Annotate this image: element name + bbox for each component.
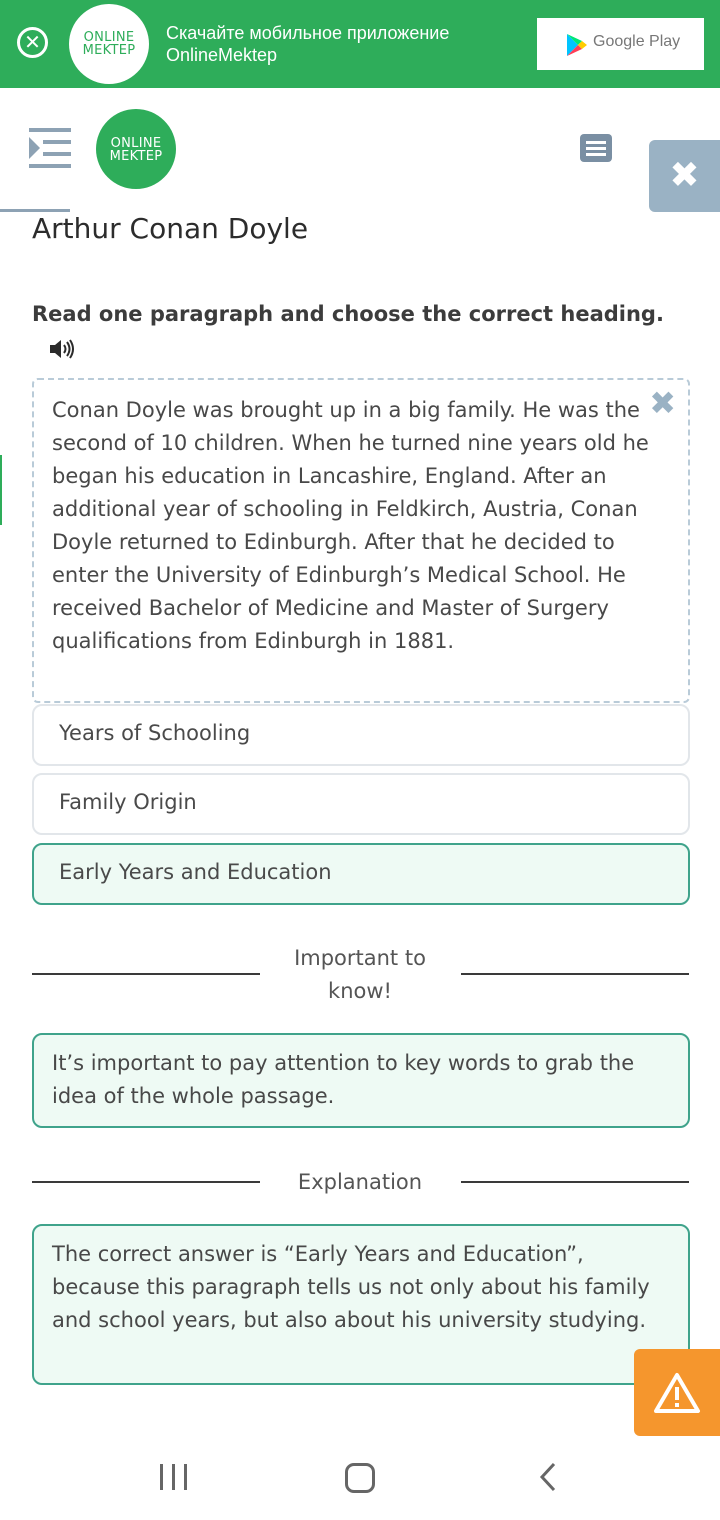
option-label: Years of Schooling	[59, 721, 251, 745]
option-family-origin[interactable]	[32, 773, 690, 835]
close-icon[interactable]: ✖	[649, 384, 676, 422]
onlinemektep-logo: ONLINE MEKTEP	[69, 4, 149, 84]
close-circle-icon[interactable]: ✕	[17, 27, 48, 58]
report-error-button[interactable]	[634, 1349, 720, 1436]
explanation-text: The correct answer is “Early Years and Education”, because this paragraph tells us not only about his family and school years, but also about his university studying.	[52, 1242, 650, 1332]
divider	[32, 973, 260, 975]
google-play-button[interactable]	[537, 18, 704, 70]
warning-icon	[634, 1349, 720, 1436]
side-tab-indicator	[0, 455, 2, 525]
option-years-of-schooling[interactable]	[32, 704, 690, 766]
back-icon[interactable]	[538, 1462, 558, 1492]
home-icon[interactable]	[345, 1463, 375, 1493]
option-label: Family Origin	[59, 790, 197, 814]
option-early-years-and-education[interactable]	[32, 843, 690, 905]
page-title: Arthur Conan Doyle	[32, 212, 309, 245]
google-play-icon	[567, 34, 587, 56]
speaker-icon[interactable]	[50, 339, 76, 359]
divider	[461, 1181, 689, 1183]
important-note-box	[32, 1033, 690, 1128]
important-note-text: It’s important to pay attention to key words to grab the idea of the whole passage.	[52, 1051, 635, 1108]
system-navigation-bar	[0, 1436, 720, 1520]
banner-text-line2: OnlineMektep	[166, 45, 278, 65]
menu-indent-icon[interactable]	[29, 128, 71, 168]
paragraph-text: Conan Doyle was brought up in a big family. He was the second of 10 children. When he turned nine years old he began his education in Lancashire, England. After an additional year of schooling in Feldkirch, Austria, Conan Doyle returned to Edinburgh. After that he decided to enter the University of Edinburgh’s Medical School. He received Bachelor of Medicine and Master of Surgery qualifications from Edinburgh in 1881.	[52, 398, 649, 653]
divider	[461, 973, 689, 975]
banner-text	[166, 22, 449, 66]
header-logo[interactable]: ONLINE MEKTEP	[96, 109, 176, 189]
task-instruction: Read one paragraph and choose the correct heading.	[32, 302, 664, 326]
paragraph-dropzone[interactable]	[32, 378, 690, 703]
explanation-box	[32, 1224, 690, 1385]
close-icon[interactable]: ✖	[649, 140, 720, 212]
banner-text-line1: Скачайте мобильное приложение	[166, 23, 450, 43]
important-heading: Important to know!	[294, 946, 426, 1003]
explanation-heading: Explanation	[297, 1170, 423, 1194]
google-play-label: Google Play	[593, 33, 681, 50]
divider	[32, 1181, 260, 1183]
option-label: Early Years and Education	[59, 860, 332, 884]
list-icon[interactable]	[580, 134, 612, 162]
recent-apps-icon[interactable]	[160, 1464, 188, 1490]
app-download-banner	[0, 0, 720, 88]
